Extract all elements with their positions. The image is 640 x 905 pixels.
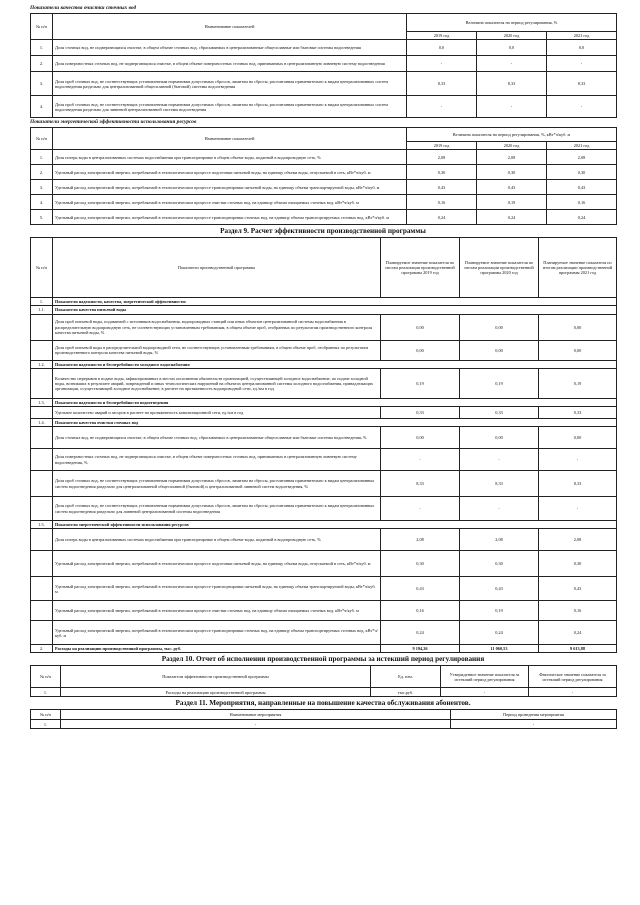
table-row: 2. Доля поверхностных сточных вод, не подвергающихся очистке, в общем объеме поверхностных сточных вод, принимаемых в централизованную ливневую систему водоотведения - - - — [31, 56, 617, 72]
row-number — [31, 551, 53, 577]
s9-col-2020: Планируемое значение показателя по итогам реализации производственной программы 2020 год — [460, 238, 539, 298]
row-value: 0,00 — [381, 427, 460, 449]
row-label: Показатели энергетической эффективности использования ресурсов — [53, 521, 617, 529]
t2-year-2: 2020 год — [477, 142, 547, 150]
row-value: 0,00 — [539, 340, 617, 360]
row-number — [31, 368, 53, 398]
row-label: Количество перерывов в подаче воды, зафиксированных в местах исполнения обязательств организацией, осуществляющей холодное водоснабжение, по подаче холодной воды, возникших в результате аварий, повреждений и иных технологических нарушений на объектах централизованной системы холодного водоснабжения, принадлежащих организации, осуществляющей холодное водоснабжение, в расчете на протяженность водопроводной сети, ед./км в год — [53, 368, 381, 398]
table-row — [31, 368, 617, 398]
row-value: 0,00 — [460, 340, 539, 360]
row-value: - — [381, 449, 460, 471]
table-row — [31, 529, 617, 551]
row-number — [31, 577, 53, 601]
s11-col-period: Период проведения мероприятия — [451, 710, 617, 720]
s9-col-name: Показатели производственной программы — [53, 238, 381, 298]
t1-year-3: 2021 год — [547, 32, 617, 40]
row-number: 1.3. — [31, 398, 53, 406]
s10-col-name: Показатели эффективности производственной программы — [61, 666, 371, 688]
row-label: Доля проб питьевой воды в распределительной водопроводной сети, не соответствующих установленным требованиям, в общем объеме проб, отобранных по результатам производственного контроля качества питьевой воды, % — [53, 340, 381, 360]
table-row — [31, 471, 617, 497]
row-label: Доля поверхностных сточных вод, не подвергающихся очистке, в общем объеме поверхностных сточных вод, принимаемых в централизованную ливневую систему водоотведения, % — [53, 449, 381, 471]
row-label: Показатели надежности, качества, энергетической эффективности: — [53, 298, 617, 306]
table-row: 4. Удельный расход электрической энергии, потребляемой в технологическом процессе очистки сточных вод, на единицу объема очищаемых сточных вод, кВт*ч/куб. м 0,16 0,19 0,16 — [31, 195, 617, 210]
row-number — [31, 314, 53, 340]
s9-col-2021: Планируемое значение показателя по итогам реализации производственной программы 2021 год — [539, 238, 617, 298]
t1-table — [30, 13, 617, 118]
t2-heading: Показатели энергетической эффективности использования ресурсов — [30, 119, 197, 126]
table-row — [31, 406, 617, 418]
t1-year-1: 2019 год — [407, 32, 477, 40]
row-value: 9 613,88 — [539, 645, 617, 653]
table-row — [31, 340, 617, 360]
row-label: Доля проб сточных вод, не соответствующих установленным нормативам допустимых сбросов, лимитам на сбросы, рассчитанная применительно к видам централизованных систем водоотведения раздельно для централизованной общесплавной (бытовой) и централизованной ливневой систем водоотведения, % — [53, 471, 381, 497]
s10-col-plan: Утвержденное значение показателя за истекший период регулирования — [441, 666, 529, 688]
row-value: 9 194,26 — [381, 645, 460, 653]
section-row — [31, 306, 617, 314]
row-value: 8,33 — [381, 471, 460, 497]
row-value: 0,30 — [539, 551, 617, 577]
row-label: Удельный расход электрической энергии, потребляемой в технологическом процессе транспортировки сточных вод, на единицу объема транспортируемых сточных вод, кВт*ч/куб. м — [53, 621, 381, 645]
row-value: 0,33 — [539, 406, 617, 418]
row-value: 0,43 — [460, 577, 539, 601]
t2-col-values: Величина показателя на период регулирования, %, кВт*ч/куб. м — [407, 128, 617, 142]
s10-col-unit: Ед. изм. — [371, 666, 441, 688]
s10-title: Раздел 10. Отчет об исполнении производственной программы за истекший период регулирования — [161, 655, 485, 664]
s11-col-num: № п/п — [31, 710, 61, 720]
row-value: 2,08 — [539, 529, 617, 551]
s10-col-num: № п/п — [31, 666, 61, 688]
row-value: - — [460, 449, 539, 471]
row-number: 1.4. — [31, 418, 53, 426]
s11-title: Раздел 11. Мероприятия, направленные на повышение качества обслуживания абонентов. — [175, 699, 471, 708]
t1-col-num: № п/п — [31, 14, 53, 40]
t2-col-name: Наименование показателей — [53, 128, 407, 150]
table-row — [31, 551, 617, 577]
t2-col-num: № п/п — [31, 128, 53, 150]
table-row: 2. Удельный расход электрической энергии, потребляемой в технологическом процессе подготовки питьевой воды, на единицу объема воды, отпускаемой в сеть, кВт*ч/куб. м 0,30 0,30 0,30 — [31, 165, 617, 180]
row-value: 0,00 — [460, 427, 539, 449]
section-row — [31, 645, 617, 653]
row-value: 0,16 — [539, 601, 617, 621]
table-row: 1. Расходы на реализацию производственной программы тыс.руб. - - — [31, 688, 617, 697]
section-row — [31, 418, 617, 426]
s9-col-2019: Планируемое значение показателя по итогам реализации производственной программы 2019 год — [381, 238, 460, 298]
row-number: 1.1. — [31, 306, 53, 314]
row-value: 0,00 — [460, 314, 539, 340]
table-row: 3. Удельный расход электрической энергии, потребляемой в технологическом процессе транспортировки питьевой воды, на единицу объема транспортируемой воды, кВт*ч/куб. м 0,43 0,43 0,43 — [31, 180, 617, 195]
section-row — [31, 360, 617, 368]
row-value: 0,24 — [539, 621, 617, 645]
row-value: 0,33 — [381, 406, 460, 418]
table-row — [31, 497, 617, 521]
table-row: 1. Доля потерь воды в централизованных системах водоснабжения при транспортировке в общем объеме воды, поданной в водопроводную сеть, % 2,08 2,08 2,08 — [31, 150, 617, 165]
row-label: Доля проб питьевой воды, подаваемой с источников водоснабжения, водопроводных станций или иных объектов централизованной системы водоснабжения в распределительную водопроводную сеть, не соответствующих установленным требованиям, в общем объеме проб, отобранных по результатам производственного контроля качества питьевой воды, % — [53, 314, 381, 340]
s11-table — [30, 709, 617, 729]
row-value: 0,30 — [381, 551, 460, 577]
row-label: Доля потерь воды в централизованных системах водоснабжения при транспортировке в общем объеме воды, поданной в водопроводную сеть, % — [53, 529, 381, 551]
row-number: 1.2. — [31, 360, 53, 368]
row-value: 0,30 — [460, 551, 539, 577]
table-row: 4. Доля проб сточных вод, не соответствующих установленным нормативам допустимых сбросов, лимитам на сбросы, рассчитанная применительно к видам централизованных систем водоотведения раздельно для ливневой централизованной системы водоотведения - - - — [31, 96, 617, 118]
row-number — [31, 621, 53, 645]
t2-table — [30, 127, 617, 225]
row-value: - — [460, 497, 539, 521]
row-value: - — [539, 449, 617, 471]
row-number: 1. — [31, 298, 53, 306]
t1-heading: Показатели качества очистки сточных вод — [30, 5, 137, 11]
s9-title: Раздел 9. Расчет эффективности производственной программы — [220, 227, 426, 236]
row-label: Доля проб сточных вод, не соответствующих установленным нормативам допустимых сбросов, лимитам на сбросы, рассчитанная применительно к видам централизованных систем водоотведения раздельно для ливневой централизованной системы водоотведения — [53, 497, 381, 521]
table-row: 3. Доля проб сточных вод, не соответствующих установленным нормативам допустимых сбросов, лимитам на сбросы, рассчитанная применительно к видам централизованных систем водоотведения раздельно для централизованной общесплавной (бытовой) системы водоотведения 8,33 8,33 8,33 — [31, 72, 617, 96]
row-label: Удельный расход электрической энергии, потребляемой в технологическом процессе транспортировки питьевой воды, на единицу объема транспортируемой воды, кВт*ч/куб. м — [53, 577, 381, 601]
t1-year-2: 2020 год — [477, 32, 547, 40]
section-row — [31, 298, 617, 306]
row-label: Удельный расход электрической энергии, потребляемой в технологическом процессе подготовки питьевой воды, на единицу объема воды, отпускаемой в сеть, кВт*ч/куб. м — [53, 551, 381, 577]
row-label: Показатели качества очистки сточных вод — [53, 418, 617, 426]
row-number — [31, 340, 53, 360]
row-label: Удельное количество аварий и засоров в расчете на протяженность канализационной сети, ед./км в год — [53, 406, 381, 418]
row-number — [31, 497, 53, 521]
s10-col-fact: Фактическое значение показателя за истекший период регулирования — [529, 666, 617, 688]
row-value: 0,19 — [460, 368, 539, 398]
table-row: 1. Доля сточных вод, не подвергающихся очистке, в общем объеме сточных вод, сбрасываемых в централизованные общесплавные или бытовые системы водоотведения 0,0 0,0 0,0 — [31, 40, 617, 56]
row-label: Показатели надежности и бесперебойности холодного водоснабжения — [53, 360, 617, 368]
table-row: 5. Удельный расход электрической энергии, потребляемой в технологическом процессе транспортировки сточных вод, на единицу объема транспортируемых сточных вод, кВт*ч/куб. м 0,24 0,24 0,24 — [31, 210, 617, 225]
row-value: 2,08 — [381, 529, 460, 551]
row-number — [31, 529, 53, 551]
row-number: 1.5. — [31, 521, 53, 529]
row-value: 0,33 — [460, 406, 539, 418]
row-label: Доля сточных вод, не подвергающихся очистке, в общем объеме сточных вод, сбрасываемых в централизованные общесплавные или бытовые системы водоотведения, % — [53, 427, 381, 449]
t1-col-values: Величина показателя на период регулирования, % — [407, 14, 617, 32]
table-row — [31, 427, 617, 449]
row-value: 0,24 — [460, 621, 539, 645]
row-value: 0,00 — [539, 427, 617, 449]
row-value: 0,19 — [381, 368, 460, 398]
table-row — [31, 577, 617, 601]
table-row — [31, 449, 617, 471]
row-value: 8,33 — [539, 471, 617, 497]
section-row — [31, 398, 617, 406]
row-number — [31, 427, 53, 449]
row-value: 0,43 — [381, 577, 460, 601]
row-value: 0,19 — [539, 368, 617, 398]
row-value: 0,19 — [460, 601, 539, 621]
row-value: - — [539, 497, 617, 521]
table-row — [31, 601, 617, 621]
row-value: - — [381, 497, 460, 521]
document-page — [30, 4, 616, 729]
row-value: 0,43 — [539, 577, 617, 601]
s11-col-name: Наименование мероприятия — [61, 710, 451, 720]
t1-col-name: Наименование показателей — [53, 14, 407, 40]
row-number — [31, 471, 53, 497]
row-label: Удельный расход электрической энергии, потребляемой в технологическом процессе очистки сточных вод, на единицу объема очищаемых сточных вод, кВт*ч/куб. м — [53, 601, 381, 621]
row-number — [31, 406, 53, 418]
row-number — [31, 601, 53, 621]
table-row — [31, 621, 617, 645]
t2-year-3: 2021 год — [547, 142, 617, 150]
t2-year-1: 2019 год — [407, 142, 477, 150]
row-value: 8,33 — [460, 471, 539, 497]
row-label: Показатели качества питьевой воды — [53, 306, 617, 314]
table-row: 1. - - — [31, 720, 617, 729]
row-value: 0,24 — [381, 621, 460, 645]
row-value: 11 060,53 — [460, 645, 539, 653]
row-value: 0,16 — [381, 601, 460, 621]
row-label: Расходы на реализацию производственной программы, тыс. руб. — [53, 645, 381, 653]
table-row — [31, 314, 617, 340]
row-value: 0,00 — [381, 314, 460, 340]
s10-table — [30, 665, 617, 697]
row-number: 2. — [31, 645, 53, 653]
s9-table — [30, 237, 617, 653]
row-label: Показатели надежности и бесперебойности водоотведения — [53, 398, 617, 406]
row-number — [31, 449, 53, 471]
row-value: 0,00 — [381, 340, 460, 360]
row-value: 2,08 — [460, 529, 539, 551]
s9-col-num: № п/п — [31, 238, 53, 298]
section-row — [31, 521, 617, 529]
row-value: 0,00 — [539, 314, 617, 340]
